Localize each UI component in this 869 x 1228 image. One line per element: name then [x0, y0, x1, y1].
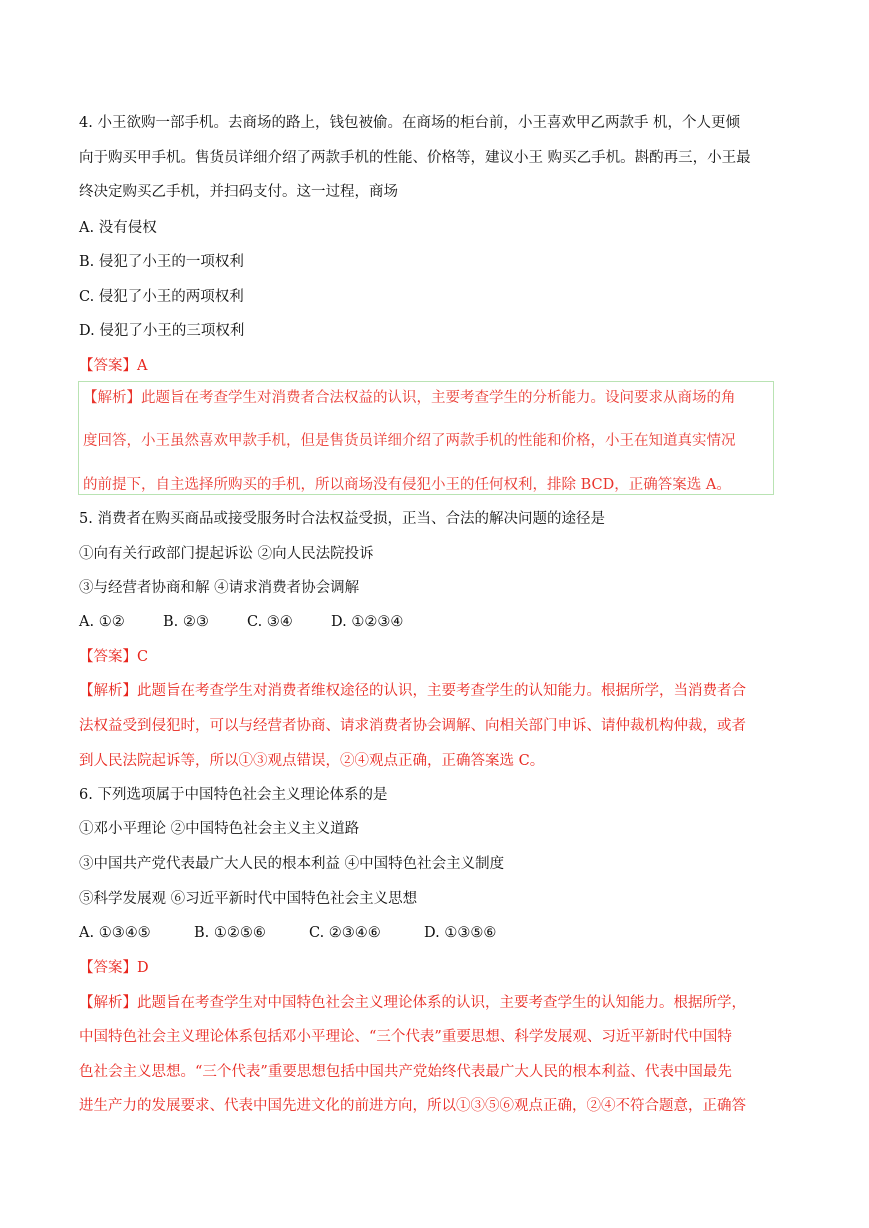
q4-option-b: B. 侵犯了小王的一项权利 [79, 254, 244, 270]
q6-items-line-2: ③中国共产党代表最广大人民的根本利益 ④中国特色社会主义制度 [79, 856, 505, 872]
q5-choice-c: C. ③④ [247, 614, 293, 630]
q6-choice-b: B. ①②⑤⑥ [194, 925, 266, 941]
q5-items-line-2: ③与经营者协商和解 ④请求消费者协会调解 [79, 580, 360, 596]
q4-option-c: C. 侵犯了小王的两项权利 [79, 289, 244, 305]
q5-stem: 5. 消费者在购买商品或接受服务时合法权益受损，正当、合法的解决问题的途径是 [79, 511, 605, 527]
q5-choice-b: B. ②③ [163, 614, 209, 630]
answer-tag: 【答案】 [79, 358, 137, 374]
q4-option-d: D. 侵犯了小王的三项权利 [79, 323, 245, 339]
q4-analysis-line-1: 【解析】此题旨在考查学生对消费者合法权益的认识，主要考查学生的分析能力。设问要求从商场的角 [83, 390, 736, 406]
q4-stem-line-3: 终决定购买乙手机，并扫码支付。这一过程，商场 [79, 184, 398, 200]
q6-analysis-line-1: 【解析】此题旨在考查学生对中国特色社会主义理论体系的认识，主要考查学生的认知能力。根据所学， [79, 995, 746, 1011]
q5-choice-d: D. ①②③④ [331, 614, 404, 630]
answer-tag: 【答案】 [79, 649, 137, 665]
q5-analysis-line-3: 到人民法院起诉等，所以①③观点错误，②④观点正确，正确答案选 C。 [79, 753, 545, 769]
q6-analysis-line-2: 中国特色社会主义理论体系包括邓小平理论、“三个代表”重要思想、科学发展观、习近平新时代中国特 [79, 1029, 732, 1045]
q6-items-line-1: ①邓小平理论 ②中国特色社会主义主义道路 [79, 821, 360, 837]
q6-analysis-line-4: 进生产力的发展要求、代表中国先进文化的前进方向，所以①③⑤⑥观点正确，②④不符合题意，正确答 [79, 1098, 746, 1114]
answer-value: A [137, 358, 148, 374]
q5-analysis-line-2: 法权益受到侵犯时，可以与经营者协商、请求消费者协会调解、向相关部门申诉、请仲裁机构仲裁，或者 [79, 718, 746, 734]
q4-stem-line-1: 4. 小王欲购一部手机。去商场的路上，钱包被偷。在商场的柜台前，小王喜欢甲乙两款手 机，个人更倾 [79, 115, 741, 131]
answer-value: D [137, 960, 149, 976]
q6-analysis-line-3: 色社会主义思想。“三个代表”重要思想包括中国共产党始终代表最广大人民的根本利益、代表中国最先 [79, 1064, 732, 1080]
q6-choice-d: D. ①③⑤⑥ [424, 925, 497, 941]
q4-answer [79, 357, 147, 375]
q6-items-line-3: ⑤科学发展观 ⑥习近平新时代中国特色社会主义思想 [79, 891, 418, 907]
q5-answer [79, 648, 148, 666]
q6-choice-a: A. ①③④⑤ [79, 925, 151, 941]
q6-answer [79, 959, 149, 977]
q6-stem: 6. 下列选项属于中国特色社会主义理论体系的是 [79, 787, 388, 803]
q4-analysis-box [78, 381, 774, 495]
q5-choices [79, 613, 403, 631]
q4-option-a: A. 没有侵权 [79, 220, 157, 236]
q5-items-line-1: ①向有关行政部门提起诉讼 ②向人民法院投诉 [79, 546, 374, 562]
q6-choices [79, 924, 496, 942]
q4-analysis-line-2: 度回答，小王虽然喜欢甲款手机，但是售货员详细介绍了两款手机的性能和价格，小王在知道真实情况 [83, 433, 736, 449]
q4-analysis-line-3: 的前提下，自主选择所购买的手机，所以商场没有侵犯小王的任何权利，排除 BCD，正确答案选 A。 [83, 477, 731, 493]
q4-stem-line-2: 向于购买甲手机。售货员详细介绍了两款手机的性能、价格等，建议小王 购买乙手机。斟酌再三，小王最 [79, 150, 751, 166]
q5-analysis-line-1: 【解析】此题旨在考查学生对消费者维权途径的认识，主要考查学生的认知能力。根据所学，当消费者合 [79, 683, 746, 699]
answer-tag: 【答案】 [79, 960, 137, 976]
q5-choice-a: A. ①② [79, 614, 125, 630]
q6-choice-c: C. ②③④⑥ [309, 925, 381, 941]
answer-value: C [137, 649, 149, 665]
